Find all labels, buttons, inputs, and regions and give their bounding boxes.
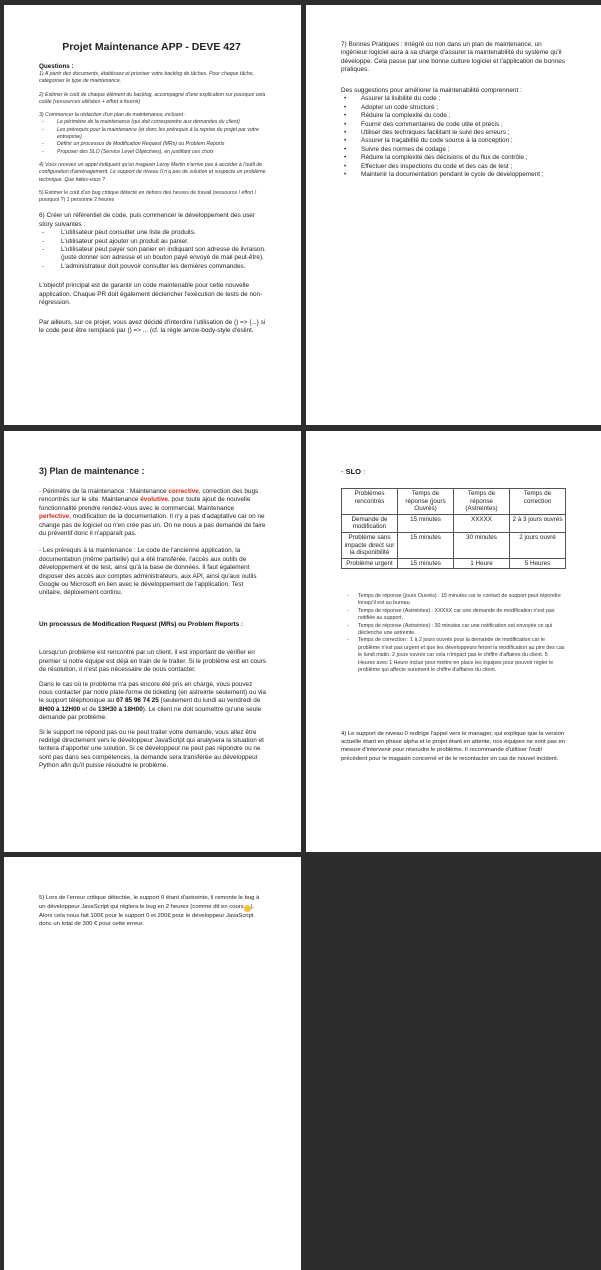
document-page-3	[4, 431, 301, 852]
list-item: - Les prérequis pour la maintenance (et donc les prérequis à la reprise du projet par votre entreprise)	[39, 127, 269, 142]
list-item: • Utiliser des techniques facilitant le suivi des erreurs ;	[341, 129, 569, 137]
table-cell: 1 Heure	[454, 558, 510, 569]
text-span: (seulement du lundi au vendredi de	[158, 697, 261, 705]
list-item: • Assurer la lisibilité du code ;	[341, 95, 569, 103]
text-span: , modification de la documentation. Il n'y a pas d'adaptative car on ne change pas de logiciel ou n'en crée pas un. On ne nous a pas demandé de faire du préventif donc il n'apparaît pas.	[39, 513, 266, 538]
question-2: 2) Estimer le coût de chaque élément du backlog, accompagné d'une explication sur pourquoi cela coûte (ressources utilisées + effort à fournir)	[39, 91, 266, 105]
phone-number: 07 85 96 74 25	[116, 697, 159, 705]
table-cell: 15 minutes	[398, 558, 454, 569]
paragraph-ailleurs: Par ailleurs, sur ce projet, vous avez décidé d'interdire l'utilisation de () => {...} si le code peut être remplacé par () => ... (cf. la règle arrow-body-style d'eslint.	[39, 318, 266, 334]
question-7: 7) Bonnes Pratiques : Intégré ou non dans un plan de maintenance, un ingénieur logiciel aura à sa charge d'assurer la maintenabilité du système qu'il développe. Cela passe par une bonne culture logiciel et l'application de bonnes pratiques.	[341, 41, 565, 74]
paragraph-objectif: L'objectif principal est de garantir un code maintenable pour cette nouvelle application. Chaque PR doit également déclencher l'exécution de tests de non-régression.	[39, 282, 263, 307]
list-item: - Temps de réponse (Astreintes) : XXXXX car une demande de modification n'est pas notifiée au support.	[344, 608, 566, 623]
document-page-4	[306, 431, 601, 852]
list-item: • Réduire la complexité des décisions et du flux de contrôle ;	[341, 154, 569, 162]
table-cell: 15 minutes	[398, 514, 454, 532]
list-item: - L'utilisateur peut consulter une liste de produits.	[39, 229, 269, 237]
text-span: , correction des bugs rencontrés sur le site. Maintenance	[39, 488, 259, 504]
text-span: Dans le cas où le problème n'a pas encore été pris en charge, vous pouvez nous contacter par notre plate-forme de ticketing (en astreinte seulement) ou via le support téléphonique au	[39, 680, 266, 705]
document-page-2	[306, 5, 601, 425]
list-item: • Effectuer des inspections du code et des cas de test ;	[341, 163, 569, 171]
document-page-1	[4, 5, 301, 425]
question-1: 1) A partir des documents, établissez et prioriser votre backlog de tâches. Pour chaque tâche, catégoriser le type de maintenance.	[39, 71, 255, 85]
document-page-5	[4, 857, 301, 1270]
table-cell: 2 jours ouvré	[510, 532, 566, 558]
mr-paragraph-1: Lorsqu'un problème est rencontré par un client, il est important de vérifier en premier si notre équipe est déjà en train de le traiter. Si le problème est en cours de résolution, il n'est pas nécessaire de nous contacter.	[39, 649, 266, 674]
question-6-intro: 6) Créer un référentiel de code, puis commencer le développement des user story suivantes :	[39, 212, 255, 228]
slo-label: SLO	[345, 467, 362, 476]
table-cell: XXXXX	[454, 514, 510, 532]
questions-heading: Questions :	[39, 63, 74, 70]
table-header-row	[342, 489, 566, 515]
table-cell: 2 à 3 jours ouvrés	[510, 514, 566, 532]
suggestions-list	[341, 95, 569, 179]
table-cell: Problème urgent	[342, 558, 398, 569]
list-item: • Adopter un code structuré ;	[341, 104, 569, 112]
table-cell: 30 minutes	[454, 532, 510, 558]
evolutive-keyword: évolutive	[140, 496, 168, 504]
text-span: et de	[80, 705, 98, 713]
question-5: 5) Estimer le coût d'un bug critique détecté en dehors des heures de travail (ressource / effort / pourquoi ?) 1 personne 2 heures	[39, 189, 257, 204]
list-item: - Temps de réponse (Astreintes) : 30 minutes car une notification est envoyée ce qui déclenche une astreinte.	[344, 623, 566, 638]
slo-heading	[341, 467, 365, 476]
prerequis-paragraph: - Les prérequis à la maintenance : Le code de l'ancienne application, la documentation (même partielle) qui a été transférée, l'accès aux outils de développement et de test, ainsi qu'à la base de données. Il faut également disposer des accès aux comptes administrateurs, aux API, ainsi qu'aux outils Google ou Microsoft en lien avec le développement de l'application. Test unitaire, déploiement continu.	[39, 547, 257, 597]
mr-paragraph-2	[39, 681, 267, 723]
mr-heading: Un processus de Modification Request (MRs) ou Problem Reports :	[39, 620, 244, 628]
table-cell: Demande de modification	[342, 514, 398, 532]
table-header-cell: Temps de correction	[510, 489, 566, 515]
list-item: - Temps de correction : 1 à 2 jours ouvrés pour la demande de modification car le problème n'est pas urgent et que les développeurs feront la modification au pire des cas le lundi matin. 2 jours ouvrés car cela n'impact pas le chiffre d'affaires du client. 5 Heures avec 1 Heure inclue pour mettre en place les équipes pour pouvoir régler le problème qui affecte surement le chiffre d'affaires du client.	[344, 637, 566, 674]
text-span: -	[341, 467, 346, 476]
list-item: • Suivre des normes de codage ;	[341, 146, 569, 154]
table-cell: 15 minutes	[398, 532, 454, 558]
text-span: - Périmètre de la maintenance : Maintenance	[39, 488, 169, 495]
list-item: - Le périmètre de la maintenance (qui doit correspondre aux demandes du client)	[39, 119, 269, 126]
question-3-list	[39, 119, 269, 155]
list-item: - L'utilisateur peut ajouter un produit au panier.	[39, 238, 269, 246]
table-row	[342, 514, 566, 532]
perfective-keyword: perfective	[39, 513, 70, 521]
list-item: - Proposer des SLO (Service Level Objectives), en justifiant ces choix	[39, 149, 269, 156]
mr-paragraph-3: Si le support ne répond pas ou ne peut traiter votre demande, vous allez être redirigé directement vers le développeur JavaScript qui analysera la situation et tentera d'apporter une solution. Si ce développeur ne peut pas répondre ou ne sont pas dans ses compétences, la demande sera transférée au développeur Python afin qu'il puisse résoudre le problème.	[39, 728, 264, 770]
list-item: • Maintenir la documentation pendant le cycle de développement ;	[341, 171, 569, 179]
list-item: • Fournir des commentaires de code utile et précis ;	[341, 121, 569, 129]
table-header-cell: Problèmes rencontrés	[342, 489, 398, 515]
table-header-cell: Temps de réponse (Astreintes)	[454, 489, 510, 515]
list-item: • Assurer la traçabilité du code source à la conception ;	[341, 137, 569, 145]
hours-morning: 8H00 à 12H00	[39, 705, 81, 713]
list-item: - L'utilisateur peut payer son panier en indiquant son adresse de livraison. (juste donner son adresse et un bouton payé envoyé de mail peut-être).	[39, 246, 269, 263]
suggestions-intro: Des suggestions pour améliorer la maintenabilité comprennent :	[341, 87, 522, 94]
table-header-cell: Temps de réponse (jours Ouvrés)	[398, 489, 454, 515]
table-row	[342, 558, 566, 569]
question-5-answer	[39, 894, 267, 929]
table-cell: 5 Heures	[510, 558, 566, 569]
list-item: • Réduire la complexité du code ;	[341, 112, 569, 120]
plan-heading: 3) Plan de maintenance :	[39, 466, 145, 476]
smiley-icon	[244, 905, 251, 912]
question-4: 4) Vous recevez un appel indiquant qu'un magasin Leroy Merlin n'arrive pas à accéder à l'outil de configuration d'aménagement. Le support de niveau 0 n'a pas de solution et suspecte un problème technique. Que faites-vous ?	[39, 161, 266, 183]
corrective-keyword: corrective	[168, 488, 199, 495]
table-cell: Problème sans impacte direct sur la disponibilité	[342, 532, 398, 558]
document-title: Projet Maintenance APP - DEVE 427	[62, 41, 241, 53]
hours-afternoon: 13H30 à 18H00	[97, 705, 143, 713]
text-span: ). Alors cela nous fait 100€ pour le support 0 et 200€ pour le développeur JavaScript donc un total de 300 € pour cette erreur.	[39, 903, 255, 928]
text-span: , pour toute ajout de nouvelle fonctionnalité prendre rendez-vous avec le commercial. Maintenance	[39, 496, 251, 512]
question-4-answer: 4) Le support de niveau 0 redirige l'appel vers le manager, qui explique que la version actuelle étant en phase alpha et le projet étant en attente, nos équipes ne sont pas en mesure d'intervenir pour résoudre le problème. Il recommande d'utiliser l'outil précédent pour le magasin concerné et de le recontacter en cas de nouvel incident.	[341, 731, 566, 762]
user-story-list	[39, 229, 269, 271]
question-3: 3) Commencer la rédaction d'un plan de maintenance, incluant :	[39, 112, 186, 119]
slo-notes-list	[344, 593, 566, 674]
list-item: - Temps de réponse (jours Ouvrés) : 15 minutes car le contact de support peut répondre lorsqu'il est au bureau	[344, 593, 566, 608]
text-span: 5) Lors de l'erreur critique détectée, le support 0 étant d'astreinte, il remonte le bug à un développeur JavaScript qui règlera le bug en 2 heures (comme dit en cours	[39, 895, 260, 910]
slo-table	[341, 488, 566, 569]
perimetre-paragraph	[39, 488, 267, 538]
text-span: :	[361, 467, 366, 476]
table-row	[342, 532, 566, 558]
list-item: - Définir un processus de Modification Request (MRs) ou Problem Reports	[39, 141, 269, 148]
list-item: - L'administrateur doit pouvoir consulter les dernières commandes.	[39, 263, 269, 271]
text-span: ). Le client ne doit soumettre qu'une seule demande par problème.	[39, 705, 262, 722]
